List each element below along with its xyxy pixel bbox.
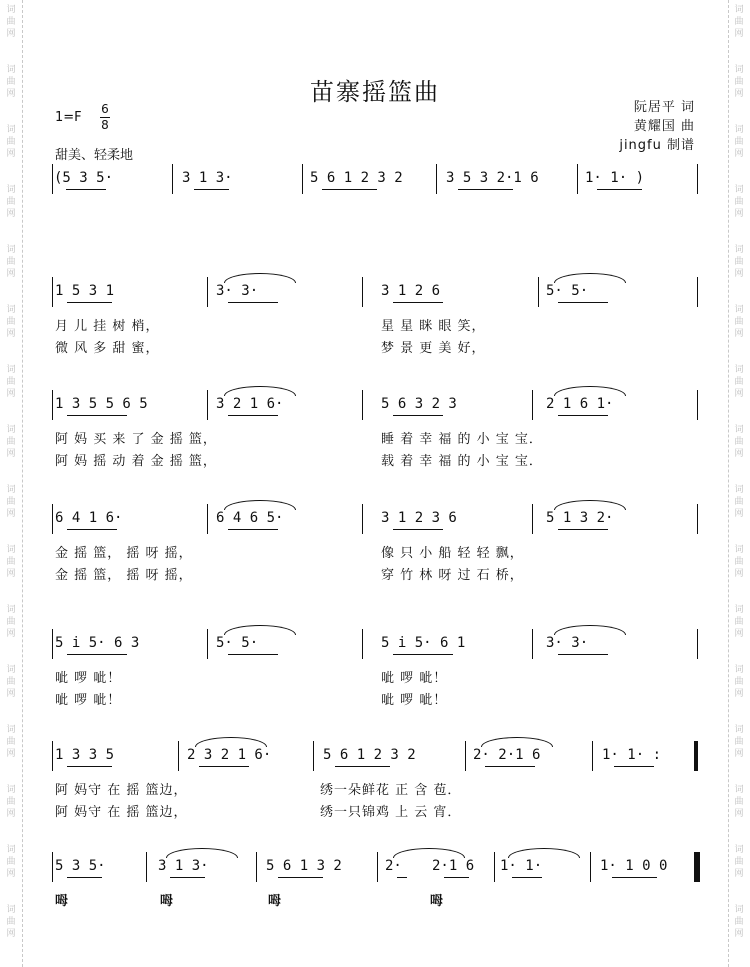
slur-mark [393, 848, 465, 858]
watermark-char: 曲 [734, 617, 744, 627]
watermark-char: 网 [6, 869, 16, 879]
watermark-char: 曲 [6, 797, 16, 807]
watermark-stamp [3, 784, 19, 820]
slur-mark [195, 737, 267, 747]
watermark-stamp [3, 244, 19, 280]
watermark-char: 网 [734, 209, 744, 219]
watermark-char: 曲 [6, 737, 16, 747]
watermark-char: 网 [734, 329, 744, 339]
watermark-char: 词 [734, 5, 744, 15]
lyric-line: 星 星 眯 眼 笑， [381, 319, 486, 334]
measure-notes: 2· [385, 858, 402, 874]
bar-line [697, 629, 698, 659]
watermark-char: 曲 [6, 677, 16, 687]
watermark-char: 曲 [6, 257, 16, 267]
lyric-line: 呣 [55, 894, 70, 909]
watermark-stamp [731, 904, 747, 940]
final-bar-line [694, 852, 697, 882]
watermark-stamp [731, 244, 747, 280]
beam-underline [67, 529, 117, 530]
watermark-char: 曲 [734, 857, 744, 867]
watermark-char: 词 [6, 5, 16, 15]
watermark-char: 曲 [734, 257, 744, 267]
watermark-char: 词 [734, 665, 744, 675]
bar-line [302, 164, 303, 194]
watermark-char: 词 [734, 305, 744, 315]
measure-notes: 5 6 1 3 2 [266, 858, 342, 874]
watermark-char: 曲 [6, 617, 16, 627]
watermark-char: 词 [6, 605, 16, 615]
watermark-char: 曲 [734, 917, 744, 927]
watermark-stamp [3, 484, 19, 520]
slur-mark [224, 386, 296, 396]
beam-underline [335, 766, 390, 767]
beam-underline [228, 302, 278, 303]
watermark-char: 词 [6, 545, 16, 555]
measure-notes: 1 3 5 5 6 5 [55, 396, 148, 412]
watermark-char: 词 [6, 185, 16, 195]
watermark-char: 词 [734, 785, 744, 795]
watermark-char: 词 [6, 65, 16, 75]
watermark-stamp [731, 604, 747, 640]
watermark-char: 词 [734, 245, 744, 255]
slur-mark [554, 386, 626, 396]
right-margin-line [728, 0, 729, 967]
watermark-char: 曲 [734, 17, 744, 27]
lyric-line: 月 儿 挂 树 梢， [55, 319, 160, 334]
watermark-char: 曲 [734, 377, 744, 387]
watermark-stamp [731, 124, 747, 160]
watermark-char: 词 [734, 905, 744, 915]
watermark-char: 网 [734, 749, 744, 759]
lyric-line: 绣一朵鲜花 正 含 苞． [320, 783, 462, 798]
bar-line [362, 504, 363, 534]
measure-notes: 3 5 3 2·1 6 [446, 170, 539, 186]
watermark-char: 网 [6, 449, 16, 459]
measure-notes: 3· 3· [216, 283, 259, 299]
watermark-char: 网 [734, 449, 744, 459]
watermark-char: 词 [6, 905, 16, 915]
bar-line [436, 164, 437, 194]
measure-notes: 1 3 3 5 [55, 747, 115, 763]
watermark-char: 词 [734, 125, 744, 135]
bar-line [465, 741, 466, 771]
bar-line [313, 741, 314, 771]
watermark-char: 词 [6, 785, 16, 795]
lyric-line: 绣一只锦鸡 上 云 宵． [320, 805, 462, 820]
watermark-char: 曲 [734, 317, 744, 327]
watermark-char: 词 [734, 485, 744, 495]
beam-underline [485, 766, 535, 767]
watermark-stamp [3, 904, 19, 940]
beam-underline [67, 654, 127, 655]
watermark-stamp [3, 4, 19, 40]
lyric-line: 阿 妈 买 来 了 金 摇 篮， [55, 432, 217, 447]
bar-line [207, 390, 208, 420]
watermark-stamp [731, 364, 747, 400]
measure-notes: 5 i 5· 6 3 [55, 635, 140, 651]
watermark-stamp [3, 724, 19, 760]
slur-mark [166, 848, 238, 858]
lyric-line: 睡 着 幸 福 的 小 宝 宝． [381, 432, 543, 447]
watermark-char: 网 [6, 269, 16, 279]
bar-line [697, 277, 698, 307]
watermark-char: 曲 [734, 77, 744, 87]
beam-underline [558, 654, 608, 655]
measure-notes: 5· 5· [216, 635, 259, 651]
beam-underline [444, 877, 469, 878]
slur-mark [554, 625, 626, 635]
watermark-char: 词 [734, 545, 744, 555]
watermark-char: 曲 [6, 77, 16, 87]
watermark-char: 曲 [6, 917, 16, 927]
watermark-stamp [731, 664, 747, 700]
measure-notes: 3 1 2 3 6 [381, 510, 457, 526]
watermark-stamp [3, 124, 19, 160]
bar-line [256, 852, 257, 882]
watermark-char: 词 [734, 845, 744, 855]
slur-mark [224, 625, 296, 635]
slur-mark [481, 737, 553, 747]
bar-line [52, 277, 53, 307]
bar-line [697, 852, 700, 882]
measure-notes: 2 1 6 1· [546, 396, 614, 412]
watermark-char: 曲 [734, 497, 744, 507]
lyric-line: 呲 啰 呲！ [55, 693, 122, 708]
beam-underline [512, 877, 542, 878]
watermark-char: 网 [6, 749, 16, 759]
beam-underline [194, 189, 229, 190]
measure-notes: 2 3 2 1 6· [187, 747, 272, 763]
score-title: 苗寨摇篮曲 [310, 78, 440, 106]
lyric-line: 载 着 幸 福 的 小 宝 宝． [381, 454, 543, 469]
watermark-char: 词 [734, 425, 744, 435]
watermark-stamp [731, 4, 747, 40]
watermark-stamp [3, 184, 19, 220]
bar-line [52, 852, 53, 882]
watermark-char: 曲 [6, 197, 16, 207]
watermark-char: 词 [6, 425, 16, 435]
watermark-stamp [3, 664, 19, 700]
watermark-char: 曲 [734, 437, 744, 447]
watermark-char: 网 [734, 509, 744, 519]
bar-line [146, 852, 147, 882]
watermark-char: 曲 [6, 317, 16, 327]
bar-line [592, 741, 593, 771]
watermark-char: 网 [734, 629, 744, 639]
watermark-char: 网 [734, 89, 744, 99]
measure-notes: 2· 2·1 6 [473, 747, 541, 763]
watermark-char: 曲 [6, 17, 16, 27]
beam-underline [397, 877, 407, 878]
slur-mark [508, 848, 580, 858]
bar-line [52, 164, 53, 194]
beam-underline [278, 877, 323, 878]
watermark-stamp [731, 424, 747, 460]
watermark-stamp [731, 724, 747, 760]
watermark-stamp [3, 544, 19, 580]
lyric-line: 金 摇 篮， 摇 呀 摇， [55, 568, 193, 583]
lyric-line: 呲 啰 呲！ [381, 671, 448, 686]
measure-notes: 1· 1· [500, 858, 543, 874]
measure-notes: 3 1 3· [158, 858, 209, 874]
bar-line [532, 504, 533, 534]
measure-notes: 5· 5· [546, 283, 589, 299]
lyricist-credit: 阮居平 词 [633, 100, 695, 115]
lyric-line: 像 只 小 船 轻 轻 飘， [381, 546, 524, 561]
measure-notes: 1· 1· : [602, 747, 662, 763]
beam-underline [67, 877, 102, 878]
watermark-char: 网 [6, 29, 16, 39]
bar-line [52, 741, 53, 771]
watermark-char: 词 [734, 365, 744, 375]
beam-underline [393, 529, 443, 530]
watermark-char: 网 [734, 809, 744, 819]
bar-line [494, 852, 495, 882]
measure-notes: 3 1 2 6 [381, 283, 441, 299]
watermark-char: 曲 [6, 857, 16, 867]
measure-notes: 2·1 6 [432, 858, 475, 874]
bar-line [207, 629, 208, 659]
watermark-char: 网 [6, 89, 16, 99]
beam-underline [228, 415, 278, 416]
lyric-line: 阿 妈 摇 动 着 金 摇 篮， [55, 454, 217, 469]
time-signature [100, 103, 110, 132]
bar-line [590, 852, 591, 882]
lyric-line: 金 摇 篮， 摇 呀 摇， [55, 546, 193, 561]
bar-line [207, 277, 208, 307]
beam-underline [393, 415, 443, 416]
watermark-stamp [731, 304, 747, 340]
measure-notes: 5 1 3 2· [546, 510, 614, 526]
bar-line [697, 504, 698, 534]
watermark-char: 网 [734, 149, 744, 159]
measure-notes: 1· 1· ) [585, 170, 645, 186]
beam-underline [228, 654, 278, 655]
measure-notes: 3 2 1 6· [216, 396, 284, 412]
lyric-line: 呣 [430, 894, 445, 909]
watermark-char: 网 [6, 209, 16, 219]
measure-notes: 5 3 5· [55, 858, 106, 874]
watermark-char: 网 [6, 149, 16, 159]
watermark-char: 网 [6, 809, 16, 819]
watermark-char: 曲 [734, 797, 744, 807]
watermark-char: 曲 [734, 677, 744, 687]
watermark-stamp [731, 784, 747, 820]
lyric-line: 微 风 多 甜 蜜， [55, 341, 160, 356]
watermark-char: 曲 [734, 737, 744, 747]
watermark-char: 网 [734, 389, 744, 399]
watermark-char: 网 [6, 689, 16, 699]
watermark-char: 网 [734, 569, 744, 579]
bar-line [538, 277, 539, 307]
beam-underline [558, 302, 608, 303]
bar-line [532, 629, 533, 659]
beam-underline [228, 529, 278, 530]
watermark-char: 网 [734, 269, 744, 279]
watermark-char: 网 [734, 29, 744, 39]
measure-notes: (5 3 5· [54, 170, 114, 186]
lyric-line: 穿 竹 林 呀 过 石 桥， [381, 568, 524, 583]
beam-underline [67, 302, 112, 303]
bar-line [377, 852, 378, 882]
time-denominator: 8 [101, 118, 109, 132]
lyric-line: 阿 妈守 在 摇 篮边， [55, 805, 188, 820]
slur-mark [554, 500, 626, 510]
watermark-char: 网 [6, 389, 16, 399]
watermark-char: 曲 [6, 377, 16, 387]
watermark-stamp [3, 604, 19, 640]
beam-underline [558, 415, 608, 416]
bar-line [178, 741, 179, 771]
watermark-stamp [3, 304, 19, 340]
watermark-stamp [731, 544, 747, 580]
bar-line [532, 390, 533, 420]
watermark-char: 词 [6, 365, 16, 375]
bar-line [362, 390, 363, 420]
lyric-line: 呣 [160, 894, 175, 909]
watermark-stamp [3, 424, 19, 460]
measure-notes: 3· 3· [546, 635, 589, 651]
bar-line [697, 741, 698, 771]
bar-line [52, 629, 53, 659]
watermark-stamp [731, 484, 747, 520]
beam-underline [322, 189, 377, 190]
watermark-char: 词 [6, 485, 16, 495]
beam-underline [612, 877, 657, 878]
bar-line [362, 629, 363, 659]
left-margin-line [22, 0, 23, 967]
watermark-char: 词 [6, 845, 16, 855]
lyric-line: 呣 [268, 894, 283, 909]
watermark-char: 网 [6, 629, 16, 639]
beam-underline [393, 654, 453, 655]
watermark-char: 曲 [6, 557, 16, 567]
watermark-stamp [731, 184, 747, 220]
beam-underline [67, 766, 112, 767]
beam-underline [199, 766, 249, 767]
transcriber-credit: jingfu 制谱 [619, 138, 695, 153]
watermark-char: 词 [734, 725, 744, 735]
measure-notes: 5 i 5· 6 1 [381, 635, 466, 651]
beam-underline [597, 189, 642, 190]
watermark-char: 词 [6, 125, 16, 135]
bar-line [207, 504, 208, 534]
watermark-char: 曲 [6, 137, 16, 147]
measure-notes: 1 5 3 1 [55, 283, 115, 299]
time-numerator: 6 [101, 102, 109, 116]
watermark-char: 词 [6, 305, 16, 315]
slur-mark [224, 273, 296, 283]
beam-underline [170, 877, 205, 878]
bar-line [362, 277, 363, 307]
watermark-char: 曲 [6, 437, 16, 447]
key-signature: 1=F [55, 110, 82, 125]
bar-line [52, 504, 53, 534]
watermark-char: 曲 [734, 197, 744, 207]
beam-underline [66, 189, 106, 190]
bar-line [577, 164, 578, 194]
measure-notes: 6 4 1 6· [55, 510, 123, 526]
beam-underline [458, 189, 513, 190]
bar-line [52, 390, 53, 420]
measure-notes: 5 6 1 2 3 2 [310, 170, 403, 186]
watermark-char: 词 [734, 65, 744, 75]
lyric-line: 阿 妈守 在 摇 篮边， [55, 783, 188, 798]
watermark-char: 网 [6, 569, 16, 579]
tempo-marking: 甜美、轻柔地 [55, 148, 134, 163]
watermark-stamp [3, 844, 19, 880]
lyric-line: 梦 景 更 美 好， [381, 341, 486, 356]
slur-mark [224, 500, 296, 510]
watermark-char: 网 [6, 509, 16, 519]
watermark-char: 网 [6, 329, 16, 339]
beam-underline [614, 766, 654, 767]
beam-underline [558, 529, 608, 530]
watermark-char: 词 [734, 185, 744, 195]
beam-underline [393, 302, 443, 303]
bar-line [697, 390, 698, 420]
watermark-char: 网 [6, 929, 16, 939]
final-bar-line [694, 741, 697, 771]
watermark-char: 曲 [6, 497, 16, 507]
watermark-char: 网 [734, 869, 744, 879]
bar-line [172, 164, 173, 194]
measure-notes: 6 4 6 5· [216, 510, 284, 526]
watermark-stamp [3, 364, 19, 400]
watermark-char: 词 [6, 665, 16, 675]
measure-notes: 1· 1 0 0 [600, 858, 668, 874]
measure-notes: 3 1 3· [182, 170, 233, 186]
watermark-char: 曲 [734, 137, 744, 147]
watermark-char: 网 [734, 689, 744, 699]
slur-mark [554, 273, 626, 283]
watermark-char: 词 [6, 245, 16, 255]
beam-underline [67, 415, 127, 416]
watermark-char: 曲 [734, 557, 744, 567]
watermark-stamp [731, 844, 747, 880]
composer-credit: 黄耀国 曲 [633, 119, 695, 134]
watermark-char: 网 [734, 929, 744, 939]
measure-notes: 5 6 3 2 3 [381, 396, 457, 412]
measure-notes: 5 6 1 2 3 2 [323, 747, 416, 763]
lyric-line: 呲 啰 呲！ [55, 671, 122, 686]
lyric-line: 呲 啰 呲！ [381, 693, 448, 708]
bar-line [697, 164, 698, 194]
watermark-char: 词 [6, 725, 16, 735]
watermark-char: 词 [734, 605, 744, 615]
